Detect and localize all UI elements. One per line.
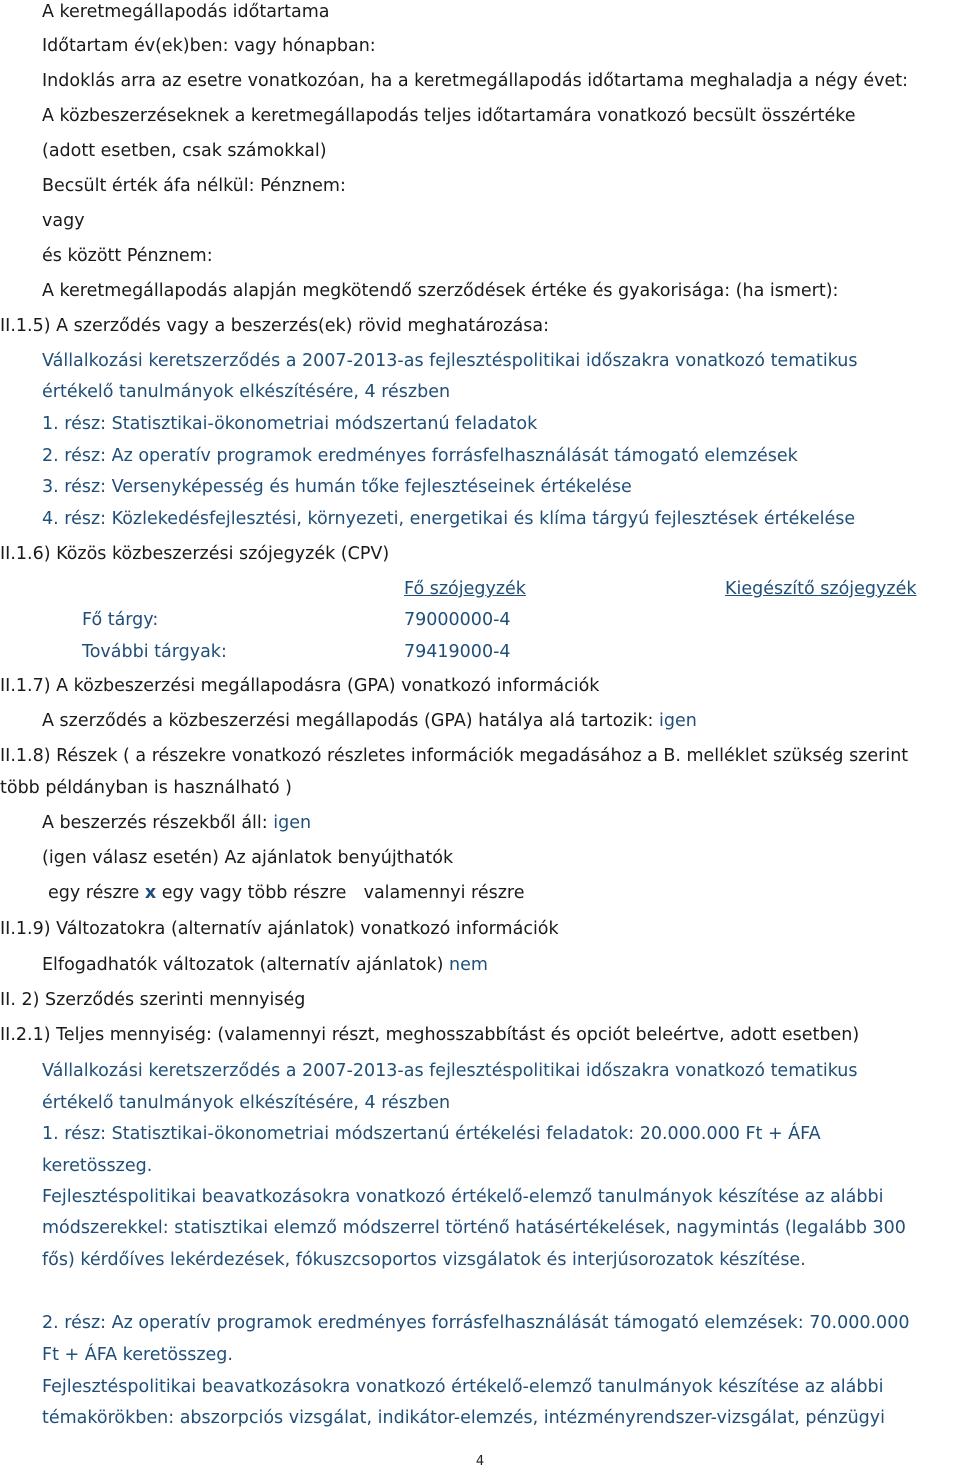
lots-question <box>42 811 311 835</box>
duration-justification: Indoklás arra az esetre vonatkozóan, ha a keretmegállapodás időtartama meghaladja a négy évet: <box>42 71 909 91</box>
variants-question <box>42 953 488 977</box>
estimated-total-line1: A közbeszerzéseknek a keretmegállapodás teljes időtartamára vonatkozó becsült összértéke <box>42 106 856 126</box>
value-without-vat: Becsült érték áfa nélkül: Pénznem: <box>42 176 346 196</box>
variants-answer: nem <box>448 955 488 975</box>
section-117-heading: II.1.7) A közbeszerzési megállapodásra (GPA) vonatkozó információk <box>0 676 600 696</box>
lot-4: 4. rész: Közlekedésfejlesztési, környezeti, energetikai és klíma tárgyú fejlesztések értékelése <box>42 509 856 529</box>
option-one-or-more-lots: egy vagy több részre <box>161 883 347 903</box>
duration-years-months: Időtartam év(ek)ben: vagy hónapban: <box>42 36 376 56</box>
section-116-heading: II.1.6) Közös közbeszerzési szójegyzék (CPV) <box>0 544 390 564</box>
lots-question-text: A beszerzés részekből áll: <box>42 813 268 833</box>
duration-heading: A keretmegállapodás időtartama <box>42 2 330 22</box>
main-object-cpv-code: 79000000-4 <box>404 610 511 630</box>
total-quantity-line2: értékelő tanulmányok elkészítésére, 4 részben <box>42 1093 451 1113</box>
estimated-total-line2: (adott esetben, csak számokkal) <box>42 141 327 161</box>
lot-2-desc-line2: témakörökben: abszorpciós vizsgálat, indikátor-elemzés, intézményrendszer-vizsgálat, pénzügyi <box>42 1408 885 1428</box>
tender-lot-options <box>48 881 525 905</box>
cpv-main-vocabulary-header: Fő szójegyzék <box>404 579 526 599</box>
lot-2: 2. rész: Az operatív programok eredményes forrásfelhasználását támogató elemzések <box>42 446 798 466</box>
short-description-line2: értékelő tanulmányok elkészítésére, 4 részben <box>42 382 451 402</box>
lot-1-desc-line1: Fejlesztéspolitikai beavatkozásokra vonatkozó értékelő-elemző tanulmányok készítése az alábbi <box>42 1187 884 1207</box>
section-12-heading: II. 2) Szerződés szerinti mennyiség <box>0 990 306 1010</box>
between-label: és között Pénznem: <box>42 246 213 266</box>
tenders-submission-label: (igen válasz esetén) Az ajánlatok benyújthatók <box>42 848 454 868</box>
section-121-heading: II.2.1) Teljes mennyiség: (valamennyi részt, meghosszabbítást és opciót beleértve, adott esetben) <box>0 1025 860 1045</box>
lot-1: 1. rész: Statisztikai-ökonometriai módszertanú feladatok <box>42 414 538 434</box>
section-119-heading: II.1.9) Változatokra (alternatív ajánlatok) vonatkozó információk <box>0 919 559 939</box>
or-label: vagy <box>42 211 85 231</box>
additional-objects-label: További tárgyak: <box>82 642 227 662</box>
selected-mark: x <box>144 883 157 903</box>
main-object-label: Fő tárgy: <box>82 610 159 630</box>
lot-2-desc-line1: Fejlesztéspolitikai beavatkozásokra vonatkozó értékelő-elemző tanulmányok készítése az alábbi <box>42 1377 884 1397</box>
lot-1-value: 1. rész: Statisztikai-ökonometriai módszertanú értékelési feladatok: 20.000.000 Ft + ÁFA <box>42 1124 821 1144</box>
lot-2-value-cont: Ft + ÁFA keretösszeg. <box>42 1345 233 1365</box>
lot-3: 3. rész: Versenyképesség és humán tőke fejlesztéseinek értékelése <box>42 477 632 497</box>
option-all-lots: valamennyi részre <box>363 883 525 903</box>
section-118-heading-line1: II.1.8) Részek ( a részekre vonatkozó részletes információk megadásához a B. melléklet szükség szerint <box>0 746 909 766</box>
gpa-question-text: A szerződés a közbeszerzési megállapodás (GPA) hatálya alá tartozik: <box>42 711 654 731</box>
short-description-line1: Vállalkozási keretszerződés a 2007-2013-as fejlesztéspolitikai időszakra vonatkozó tematikus <box>42 351 858 371</box>
lot-1-desc-line2: módszerekkel: statisztikai elemző módszerrel történő hatásértékelések, nagymintás (legalább 300 <box>42 1218 906 1238</box>
section-115-heading: II.1.5) A szerződés vagy a beszerzés(ek) rövid meghatározása: <box>0 316 549 336</box>
total-quantity-line1: Vállalkozási keretszerződés a 2007-2013-as fejlesztéspolitikai időszakra vonatkozó tematikus <box>42 1061 858 1081</box>
lot-2-value: 2. rész: Az operatív programok eredményes forrásfelhasználását támogató elemzések: 70.000.000 <box>42 1313 910 1333</box>
lot-1-value-cont: keretösszeg. <box>42 1156 153 1176</box>
option-one-lot: egy részre <box>48 883 140 903</box>
page-number: 4 <box>475 1454 485 1469</box>
variants-question-text: Elfogadhatók változatok (alternatív ajánlatok) <box>42 955 444 975</box>
section-118-heading-line2: több példányban is használható ) <box>0 778 292 798</box>
gpa-question <box>42 709 697 733</box>
contracts-value-frequency: A keretmegállapodás alapján megkötendő szerződések értéke és gyakorisága: (ha ismert): <box>42 281 839 301</box>
cpv-supplementary-vocabulary-header: Kiegészítő szójegyzék <box>725 579 917 599</box>
gpa-answer: igen <box>658 711 697 731</box>
lots-answer: igen <box>273 813 312 833</box>
additional-objects-cpv-code: 79419000-4 <box>404 642 511 662</box>
lot-1-desc-line3: fős) kérdőíves lekérdezések, fókuszcsoportos vizsgálatok és interjúsorozatok készítése. <box>42 1250 806 1270</box>
